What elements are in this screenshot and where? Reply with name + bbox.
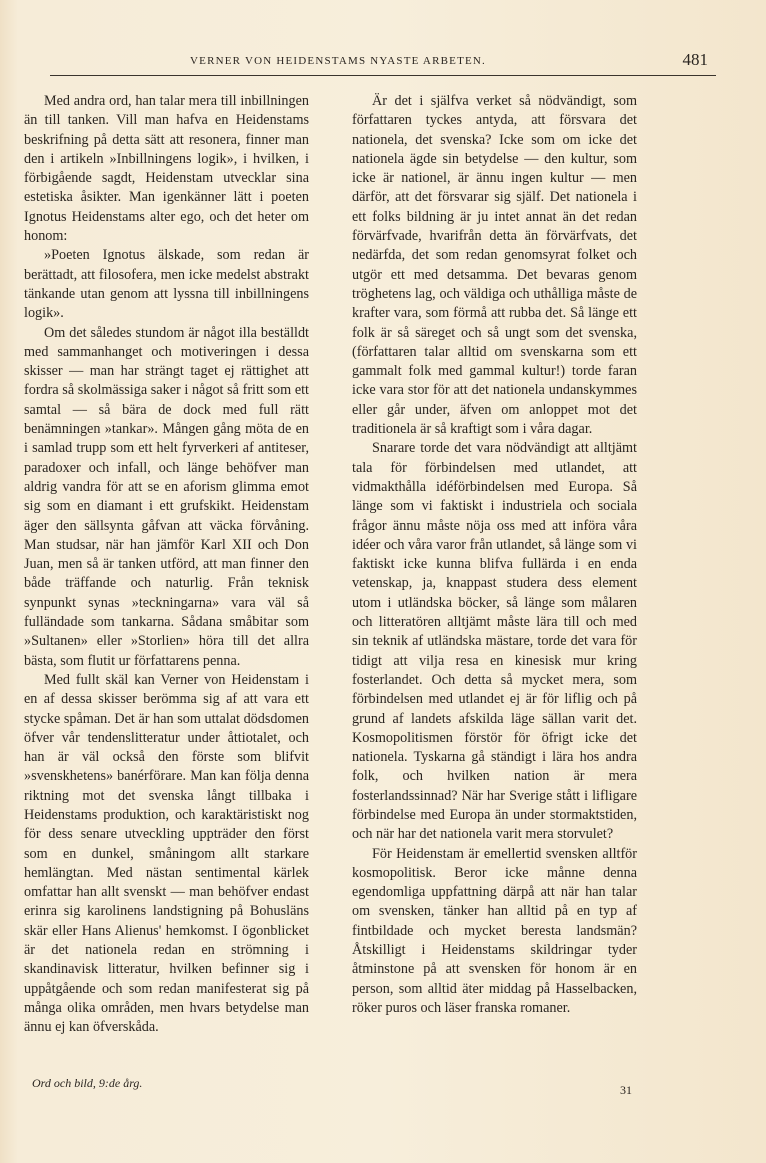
paragraph: Med andra ord, han talar mera till inbillningen än till tanken. Vill man hafva en Heidenstams beskrifning på detta sätt att resonera, finner man den i artikeln »Inbillningens logik», i hvilken, i förbigående sagdt, Heidenstam utvecklar sina estetiska åsikter. Man igenkänner lätt i poeten Ignotus Heidenstams alter ego, och det heter om honom: [24, 93, 309, 245]
left-column [24, 92, 309, 1038]
paragraph: »Poeten Ignotus älskade, som redan är berättadt, att filosofera, men icke medelst abstrakt tänkande utan genom att lyssna till inbillningens logik». [24, 247, 309, 322]
paragraph: För Heidenstam är emellertid svensken alltför kosmopolitisk. Beror icke månne denna egendomliga uppfattning därpå att när han talar om svensken, tänker han alltid på en typ af fintbildade och mycket beresta landsmän? Åtskilligt i Heidenstams skildringar tyder åtminstone på att svensken för honom är en person, som alltid äter middag på Hasselbacken, röker puros och läser franska romaner. [352, 845, 637, 1016]
page-number: 481 [682, 50, 708, 69]
footer-note: Ord och bild, 9:de årg. [32, 1076, 143, 1090]
paragraph: Snarare torde det vara nödvändigt att alltjämt tala för förbindelsen med utlandet, att vidmakthålla idéförbindelsen med Europa. Så länge som vi faktiskt i industriela och sociala frågor ännu måste nöja oss med att införa våra idéer och våra varor från utlandet, så länge som vi faktiskt icke kunna blifva fullärda i en enda vetenskap, ja, knappast studera dess element utom i utländska böcker, så länge som målaren och litteratören alltjämt måste lära till och med sin teknik af utländska mästare, torde det vara för tidigt att vilja resa en kinesisk mur kring fosterlandet. Och detta så mycket mera, som förbindelsen med utlandet ej är för liflig och på grund af landets afskilda läge sällan varit det. Kosmopolitismen förstör för öfrigt icke det nationela. Tyskarna gå ständigt i lära hos andra folk, och hvilken nation är mera fosterlandssinnad? När har Sverige stått i lifligare förbindelse med Europa än under stormaktstiden, och när har det nationela varit mera storvulet? [352, 440, 637, 843]
header-rule [50, 75, 716, 76]
running-title: VERNER VON HEIDENSTAMS NYASTE ARBETEN. [190, 55, 486, 67]
paragraph: Är det i själfva verket så nödvändigt, som författaren tyckes antyda, att försvara det nationela, det svenska? Icke som om icke det nationela ägde sin betydelse — den kultur, som icke är nationel, är ännu ingen kultur — men därför, att det försvarar sig själf. Det nationela i ett folks bildning är ju intet annat än det redan förvärfvade, hvarifrån detta än förvärfvats, det nedärfda, det som redan genomsyrat folket och utgör ett med detsamma. Det bevaras genom tröghetens lag, och väldiga och uthålliga måste de krafter vara, som förmå att rubba det. Så länge ett folk är så säreget och så ungt som det svenska, (författaren talar alltid om svenskarna som ett gammalt folk med gammal kultur!) torde faran icke vara stor för att det nationela undanskymmes eller går under, äfven om anloppet mot det traditionela är så kraftigt som i våra dagar. [352, 93, 637, 438]
signature-mark: 31 [620, 1083, 632, 1097]
paragraph: Med fullt skäl kan Verner von Heidenstam i en af dessa skisser berömma sig af att vara ett stycke spåman. Det är han som uttalat dödsdomen öfver vår tendenslitteratur under åttiotalet, och han är väl också den förste som blifvit »svenskhetens» banérförare. Man kan följa denna riktning mot det svenska långt tillbaka i Heidenstams produktion, och karaktäristiskt nog för dess senare utveckling uppträder den först som en dunkel, småningom allt starkare hemlängtan. Med nästan sentimental kärlek omfattar han allt svenskt — man behöfver endast erinra sig karolinens landstigning på Bohusläns skär eller Hans Alienus' hemkomst. I ögonblicket är det nationela redan en strömning i skandinavisk litteratur, hvilken befinner sig i uppåtgående och som redan manifesterat sig på många olika områden, men hvars betydelse man ännu ej kan öfverskåda. [24, 671, 309, 1036]
right-column [352, 92, 637, 1018]
running-header [50, 48, 716, 76]
paragraph: Om det således stundom är något illa beställdt med sammanhanget och motiveringen i dessa skisser — man har strängt taget ej rättighet att fordra så skolmässiga saker i något så fritt som ett samtal — så bära de dock med full rätt benämningen »tankar». Mången gång möta de en i samlad trupp som ett helt fyrverkeri af antiteser, paradoxer och infall, och länge behöfver man aldrig vandra för att se en aforism glimma emot sig som en diamant i ett grufskikt. Heidenstam äger den sällsynta gåfvan att väcka förvåning. Man studsar, när han jämför Karl XII och Don Juan, men så är tanken utförd, att man finner den både träffande och naturlig. Från teknisk synpunkt synas »teckningarna» vara väl så fulländade som tankarna. Sådana småbitar som »Sultanen» eller »Storlien» höra till det allra bästa, som flutit ur författarens penna. [24, 324, 309, 669]
